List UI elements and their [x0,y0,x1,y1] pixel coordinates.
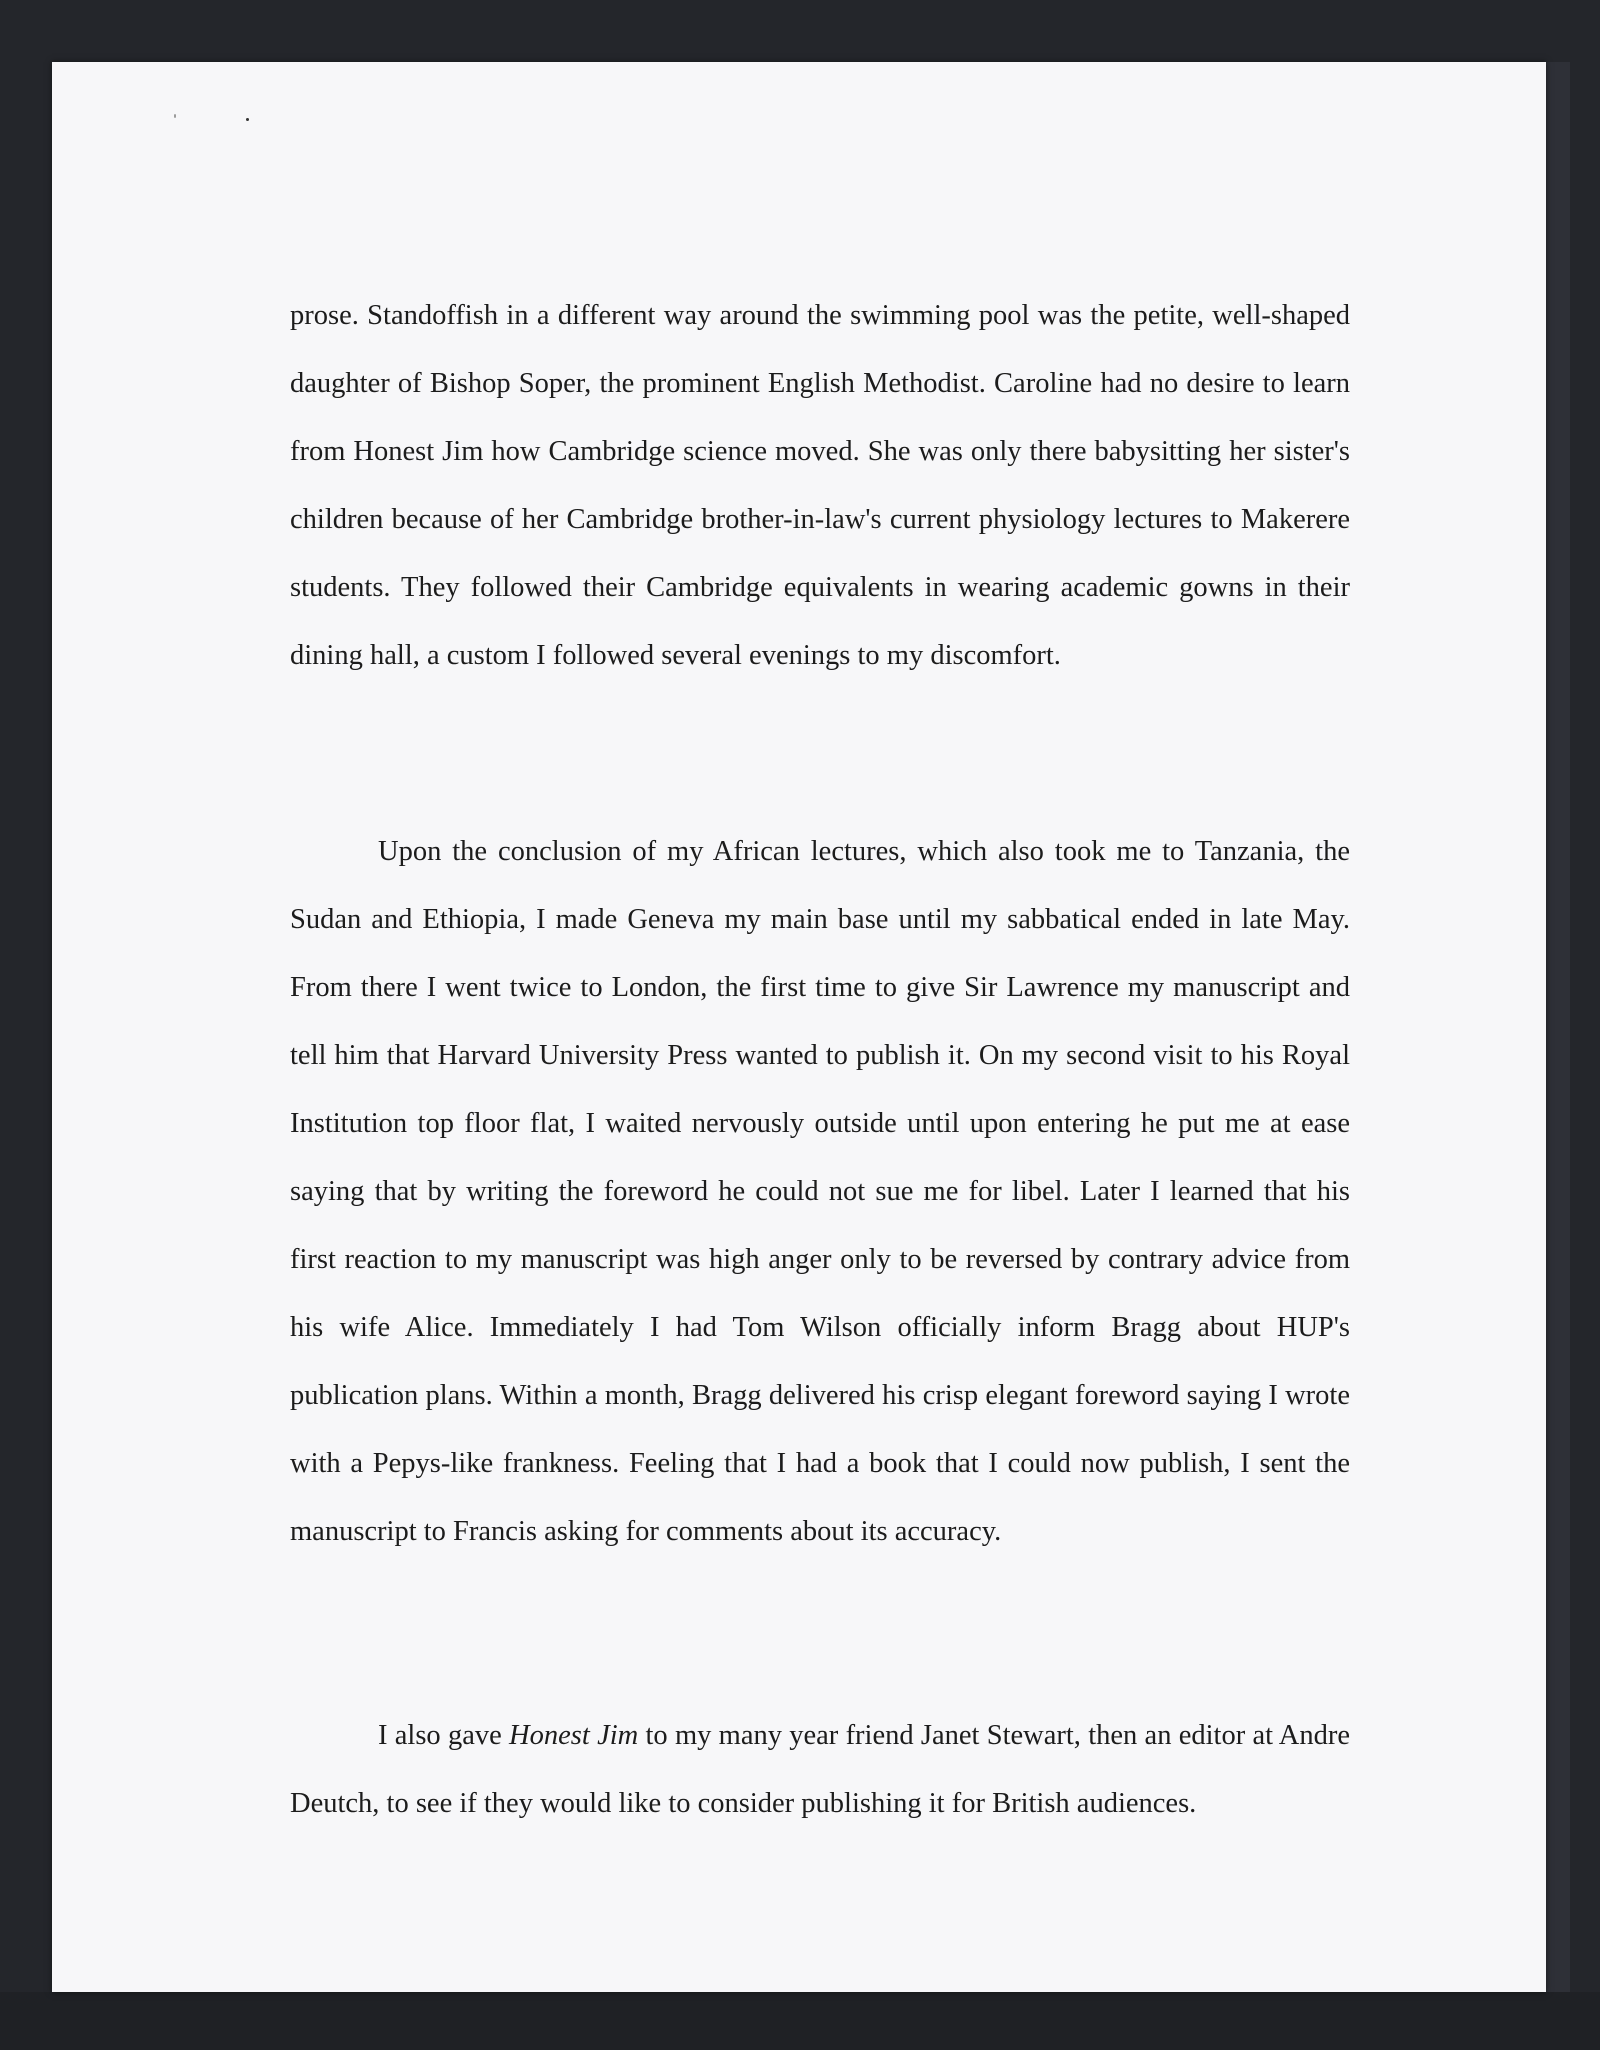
document-page [52,62,1546,1992]
paragraph-text: to my many year friend Janet Stewart, then an editor at Andre Deutch, to see if they would like to consider publishing it for British audiences. [290,1720,1350,1819]
book-title-italic: Honest Jim [509,1720,639,1751]
paragraph-text: I also gave [378,1720,510,1751]
paragraph-3 [290,1702,1350,1838]
scan-speck [246,118,249,121]
paragraph-1 [290,282,1350,690]
paragraph-text: Upon the conclusion of my African lectures, which also took me to Tanzania, the Sudan and Ethiopia, I made Geneva my main base until my sabbatical ended in late May. From there I went twice to London, the first time to give Sir Lawrence my manuscript and tell him that Harvard University Press wanted to publish it. On my second visit to his Royal Institution top floor flat, I waited nervously outside until upon entering he put me at ease saying that by writing the foreword he could not sue me for libel. Later I learned that his first reaction to my manuscript was high anger only to be reversed by contrary advice from his wife Alice. Immediately I had Tom Wilson officially inform Bragg about HUP's publication plans. Within a month, Bragg delivered his crisp elegant foreword saying I wrote with a Pepys-like frankness. Feeling that I had a book that I could now publish, I sent the manuscript to Francis asking for comments about its accuracy. [290,836,1350,1547]
paragraph-text: prose. Standoffish in a different way around the swimming pool was the petite, well-shaped daughter of Bishop Soper, the prominent English Methodist. Caroline had no desire to learn from Honest Jim how Cambridge science moved. She was only there babysitting her sister's children because of her Cambridge brother-in-law's current physiology lectures to Makerere students. They followed their Cambridge equivalents in wearing academic gowns in their dining hall, a custom I followed several evenings to my discomfort. [290,300,1350,671]
scanner-background-bottom [0,1992,1600,2050]
scanner-background-right [1546,62,1570,1992]
paragraph-2 [290,818,1350,1566]
scan-speck [174,114,176,118]
